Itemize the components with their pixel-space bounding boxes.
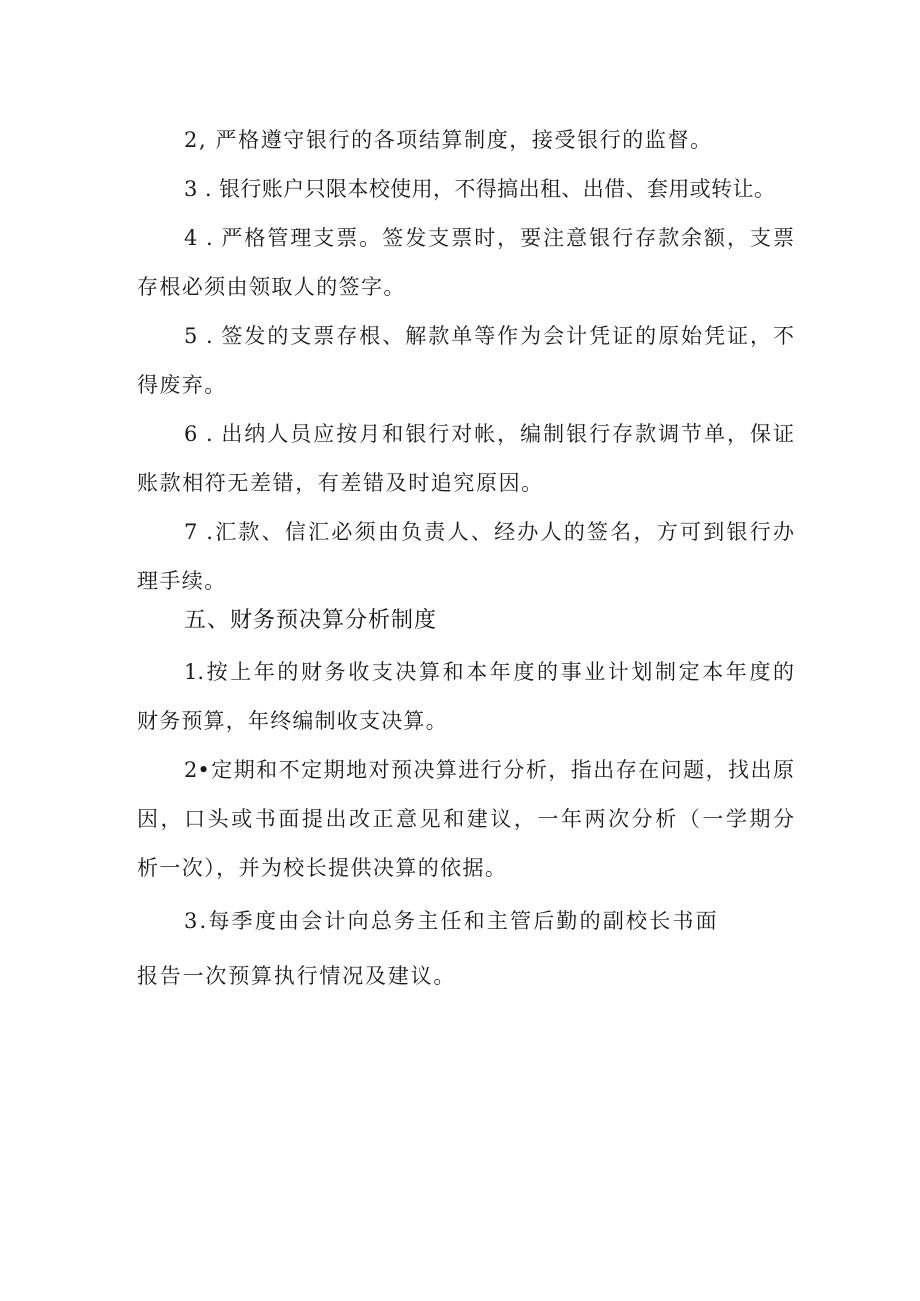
paragraph-4-line-2: 存根必须由领取人的签字。 — [137, 275, 406, 299]
paragraph-6-line-1: 6 . 出纳人员应按月和银行对帐，编制银行存款调节单，保证 — [184, 422, 794, 446]
paragraph-4-line-1: 4 . 严格管理支票。签发支票时，要注意银行存款余额，支票 — [184, 226, 794, 250]
paragraph-7-line-2: 理手续。 — [137, 569, 227, 593]
section-5-item-2-line-2: 因，口头或书面提出改正意见和建议，一年两次分析（一学期分 — [137, 807, 794, 831]
section-heading: 五、财务预决算分析制度 — [184, 608, 438, 633]
section-5-item-3-line-2: 报告一次预算执行情况及建议。 — [137, 964, 457, 988]
section-5-item-3-line-1: 3.每季度由会计向总务主任和主管后勤的副校长书面 — [184, 909, 719, 933]
paragraph-5-line-1: 5 . 签发的支票存根、解款单等作为会计凭证的原始凭证，不 — [184, 324, 794, 348]
section-5-item-2-line-1: 2•定期和不定期地对预决算进行分析，指出存在问题，找出原 — [184, 758, 794, 782]
section-5-item-1-line-1: 1.按上年的财务收支决算和本年度的事业计划制定本年度的 — [184, 660, 794, 684]
section-5-item-1-line-2: 财务预算，年终编制收支决算。 — [137, 709, 448, 733]
paragraph-3-line-1: 3 . 银行账户只限本校使用，不得搞出租、出借、套用或转让。 — [184, 177, 776, 201]
paragraph-2-line-1: 2, 严格遵守银行的各项结算制度，接受银行的监督。 — [184, 128, 713, 152]
paragraph-6-line-2: 账款相符无差错，有差错及时追究原因。 — [137, 471, 544, 495]
section-5-item-2-line-3: 析一次），并为校长提供决算的依据。 — [137, 856, 508, 880]
paragraph-5-line-2: 得废弃。 — [137, 373, 227, 397]
paragraph-7-line-1: 7 .汇款、信汇必须由负责人、经办人的签名，方可到银行办 — [184, 520, 794, 544]
